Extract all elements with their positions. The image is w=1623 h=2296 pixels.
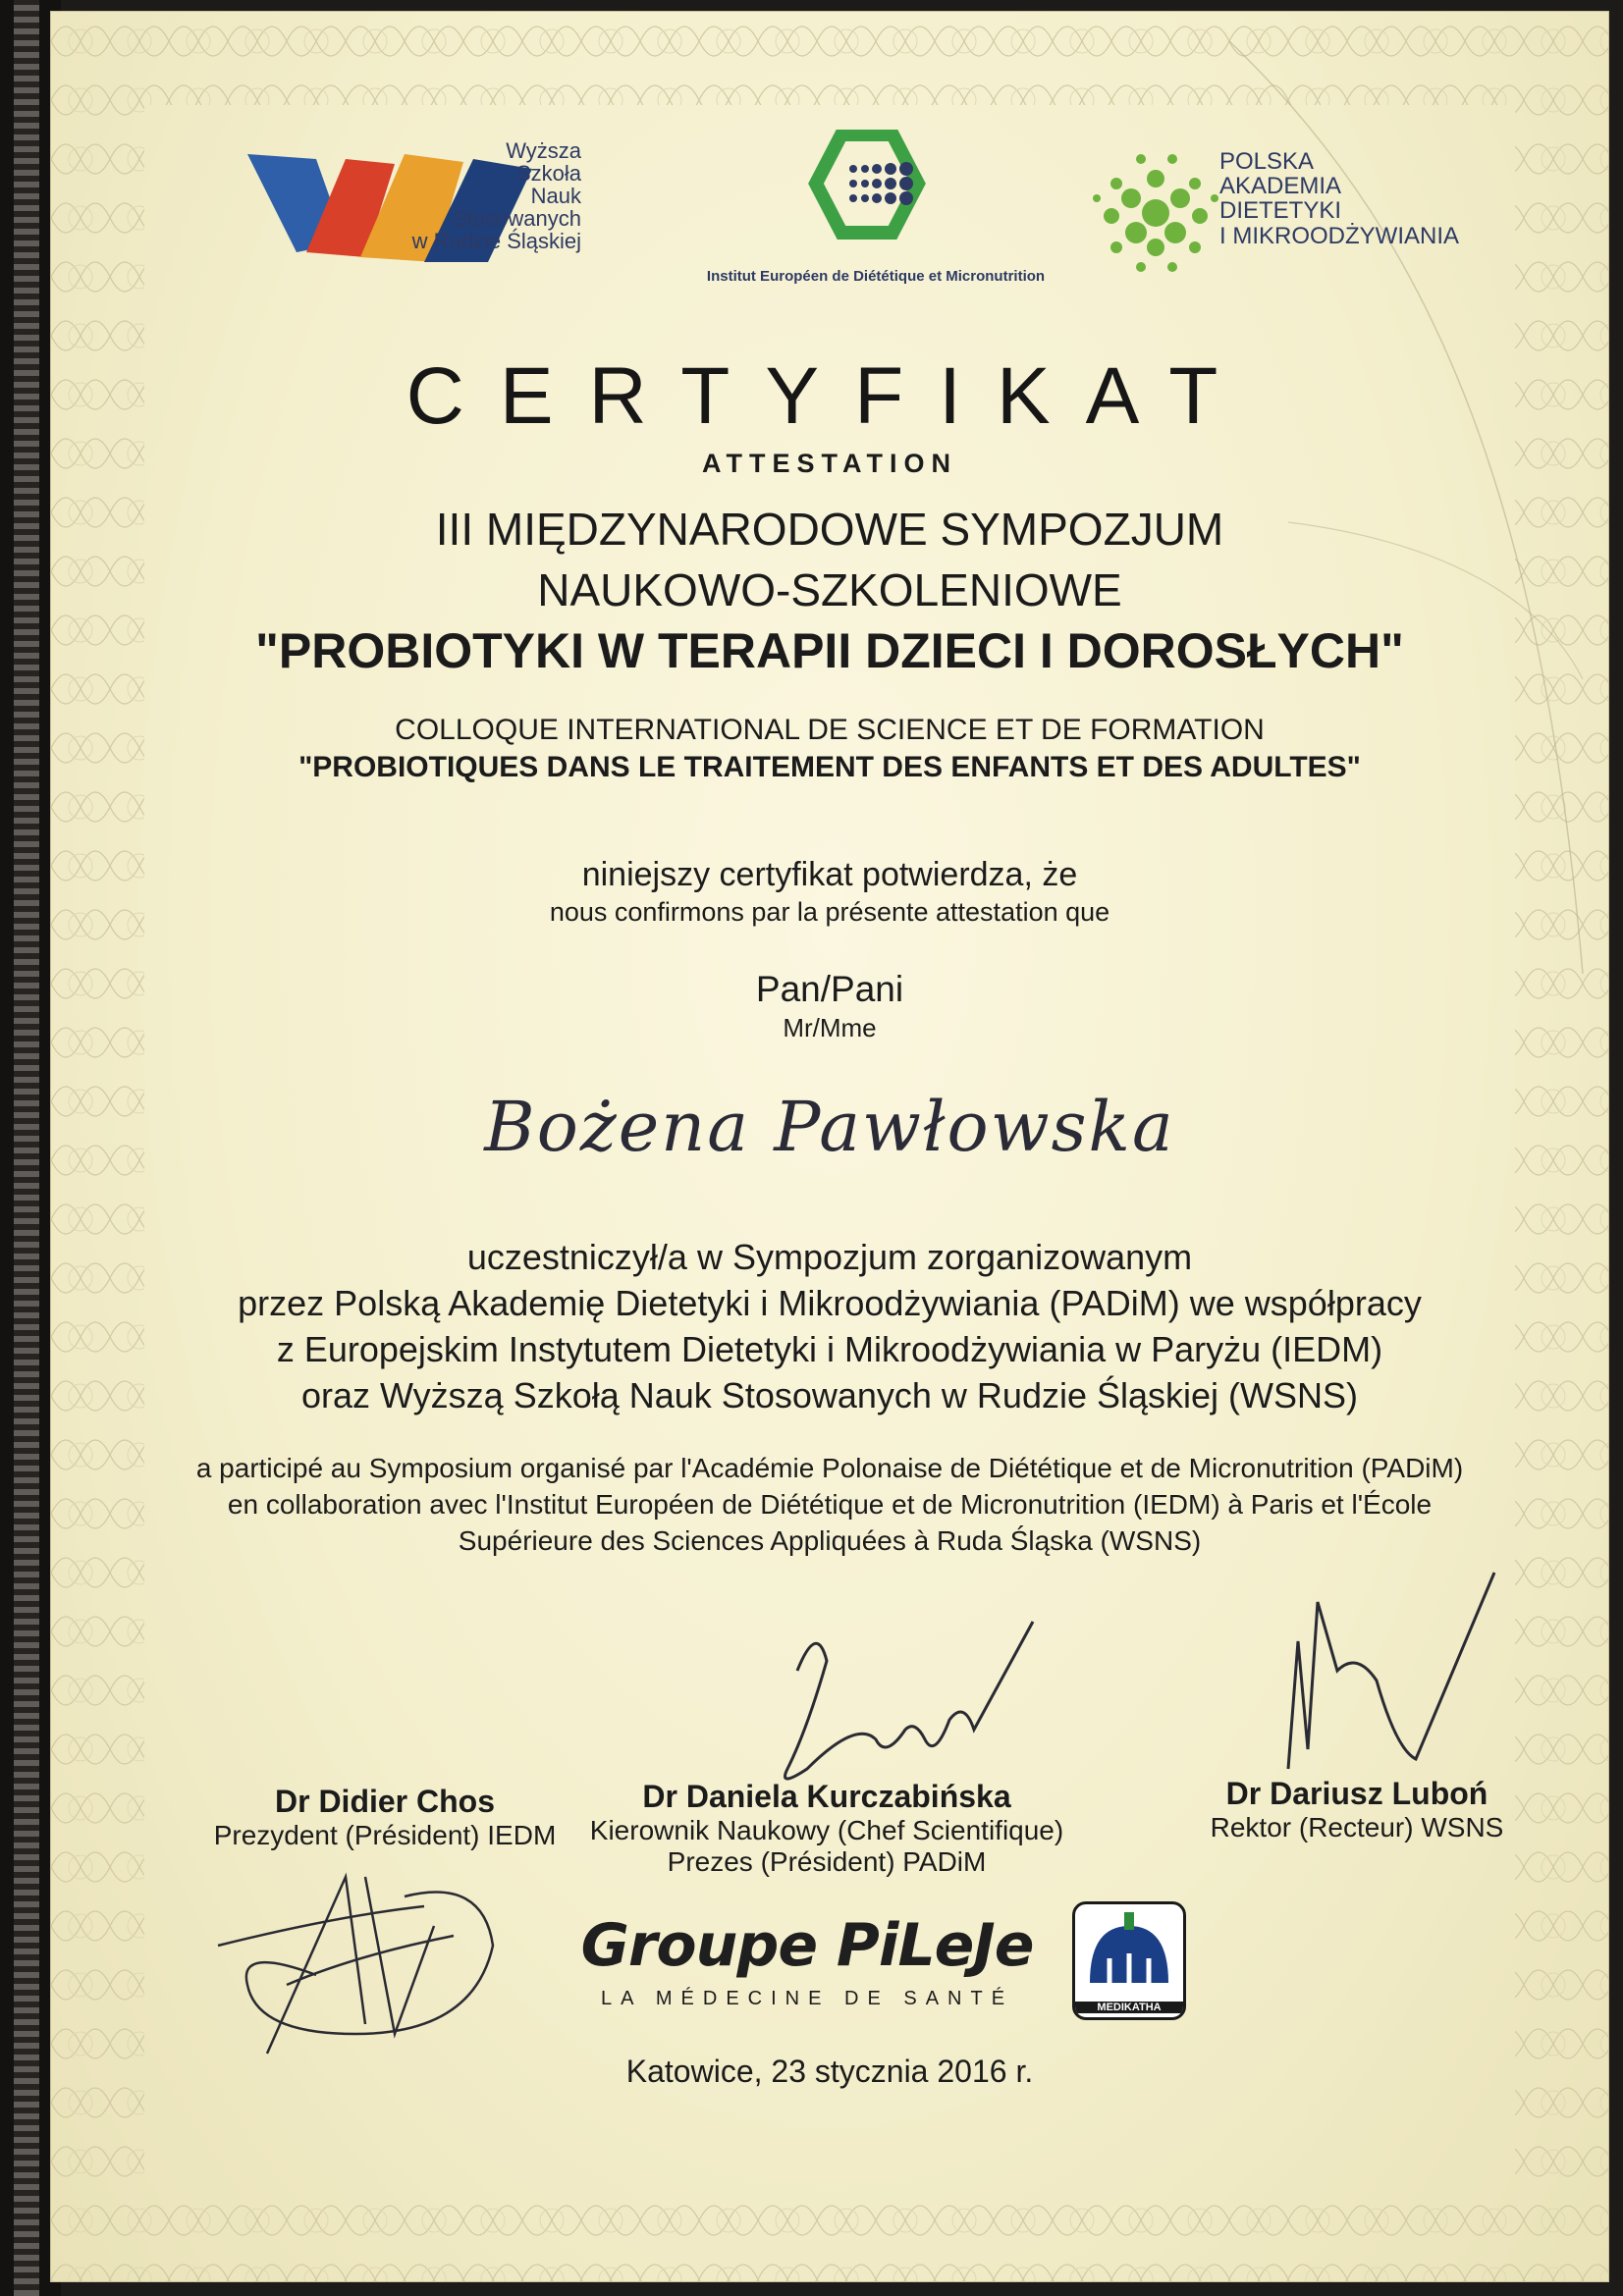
iedm-logo-mark	[783, 130, 959, 267]
wsns-line-4: Stosowanych	[453, 206, 581, 232]
sponsor-name: Groupe PiLeJe	[580, 1911, 1034, 1980]
event-pl-line-1: III MIĘDZYNARODOWE SYMPOZJUM	[435, 504, 1224, 555]
place-date: Katowice, 23 stycznia 2016 r.	[625, 2054, 1034, 2089]
recipient-name: Bożena Pawłowska	[484, 1087, 1175, 1167]
signatory-lubon-role: Rektor (Recteur) WSNS	[1210, 1812, 1504, 1842]
padim-line-2: AKADEMIA	[1219, 173, 1342, 200]
certificate-title: CERTYFIKAT	[406, 351, 1254, 441]
medikatha-dome-icon	[1075, 1904, 1183, 1988]
signatory-chos	[159, 1784, 611, 1851]
padim-line-1: POLSKA	[1219, 148, 1315, 175]
event-pl-title: "PROBIOTYKI W TERAPII DZIECI I DOROSŁYCH"	[255, 623, 1404, 678]
body-pl-line-2: przez Polską Akademię Dietetyki i Mikroodżywiania (PADiM) we współpracy	[238, 1283, 1422, 1323]
padim-logo-text	[1219, 149, 1459, 248]
confirm-pl: niniejszy certyfikat potwierdza, że	[581, 856, 1078, 893]
binder-rail	[14, 0, 39, 2296]
signatory-kurczabinska-role-1: Kierownik Naukowy (Chef Scientifique)	[589, 1815, 1064, 1845]
signatory-kurczabinska	[581, 1779, 1072, 1878]
certificate-subtitle: ATTESTATION	[702, 449, 957, 478]
body-pl-line-3: z Europejskim Instytutem Dietetyki i Mikroodżywiania w Paryżu (IEDM)	[276, 1329, 1383, 1369]
event-fr-line-1: COLLOQUE INTERNATIONAL DE SCIENCE ET DE FORMATION	[395, 714, 1265, 746]
sponsor-block	[562, 1911, 1053, 2010]
medikatha-logo	[1072, 1901, 1186, 2020]
certificate-paper	[51, 12, 1608, 2281]
body-pl-line-1: uczestniczył/a w Sympozjum zorganizowanym	[466, 1237, 1193, 1277]
padim-line-3: DIETETYKI	[1219, 197, 1342, 225]
signatory-lubon-name: Dr Dariusz Luboń	[1225, 1776, 1488, 1811]
event-pl-line-2: NAUKOWO-SZKOLENIOWE	[537, 564, 1122, 615]
sponsor-tagline: LA MÉDECINE DE SANTÉ	[600, 1988, 1014, 2009]
iedm-logo-caption: Institut Européen de Diététique et Micronutrition	[706, 268, 1046, 285]
body-fr-line-1: a participé au Symposium organisé par l'Académie Polonaise de Diététique et de Micronutrition (PADiM)	[195, 1453, 1464, 1483]
padim-line-4: I MIKROODŻYWIANIA	[1219, 222, 1460, 249]
signature-lubon	[1269, 1563, 1514, 1779]
signatory-lubon	[1161, 1776, 1553, 1843]
salutation-pl: Pan/Pani	[755, 969, 904, 1009]
signatory-kurczabinska-name: Dr Daniela Kurczabińska	[642, 1779, 1011, 1814]
wsns-line-3: Nauk	[530, 184, 581, 209]
medikatha-label: MEDIKATHA	[1075, 2002, 1183, 2013]
wsns-logo-text	[385, 139, 581, 252]
signatory-kurczabinska-role-2: Prezes (Président) PADiM	[667, 1846, 987, 1877]
confirm-fr: nous confirmons par la présente attestation que	[549, 897, 1110, 927]
signature-chos	[198, 1838, 513, 2073]
signature-kurczabinska	[738, 1602, 1062, 1798]
wsns-line-1: Wyższa	[506, 138, 581, 163]
event-fr-title: "PROBIOTIQUES DANS LE TRAITEMENT DES ENFANTS ET DES ADULTES"	[298, 751, 1361, 783]
padim-logo-mark	[1082, 139, 1229, 287]
body-pl-line-4: oraz Wyższą Szkołą Nauk Stosowanych w Rudzie Śląskiej (WSNS)	[300, 1375, 1359, 1415]
body-fr-line-3: Supérieure des Sciences Appliquées à Ruda Śląska (WSNS)	[458, 1525, 1202, 1556]
wsns-line-5: w Rudzie Śląskiej	[411, 229, 581, 254]
body-fr-line-2: en collaboration avec l'Institut Européen de Diététique et de Micronutrition (IEDM) à Paris et l'École	[227, 1489, 1433, 1520]
signatory-chos-name: Dr Didier Chos	[274, 1784, 496, 1819]
wsns-line-2: Szkoła	[515, 161, 581, 187]
signatory-chos-role: Prezydent (Président) IEDM	[213, 1820, 557, 1850]
salutation-fr: Mr/Mme	[783, 1013, 877, 1042]
